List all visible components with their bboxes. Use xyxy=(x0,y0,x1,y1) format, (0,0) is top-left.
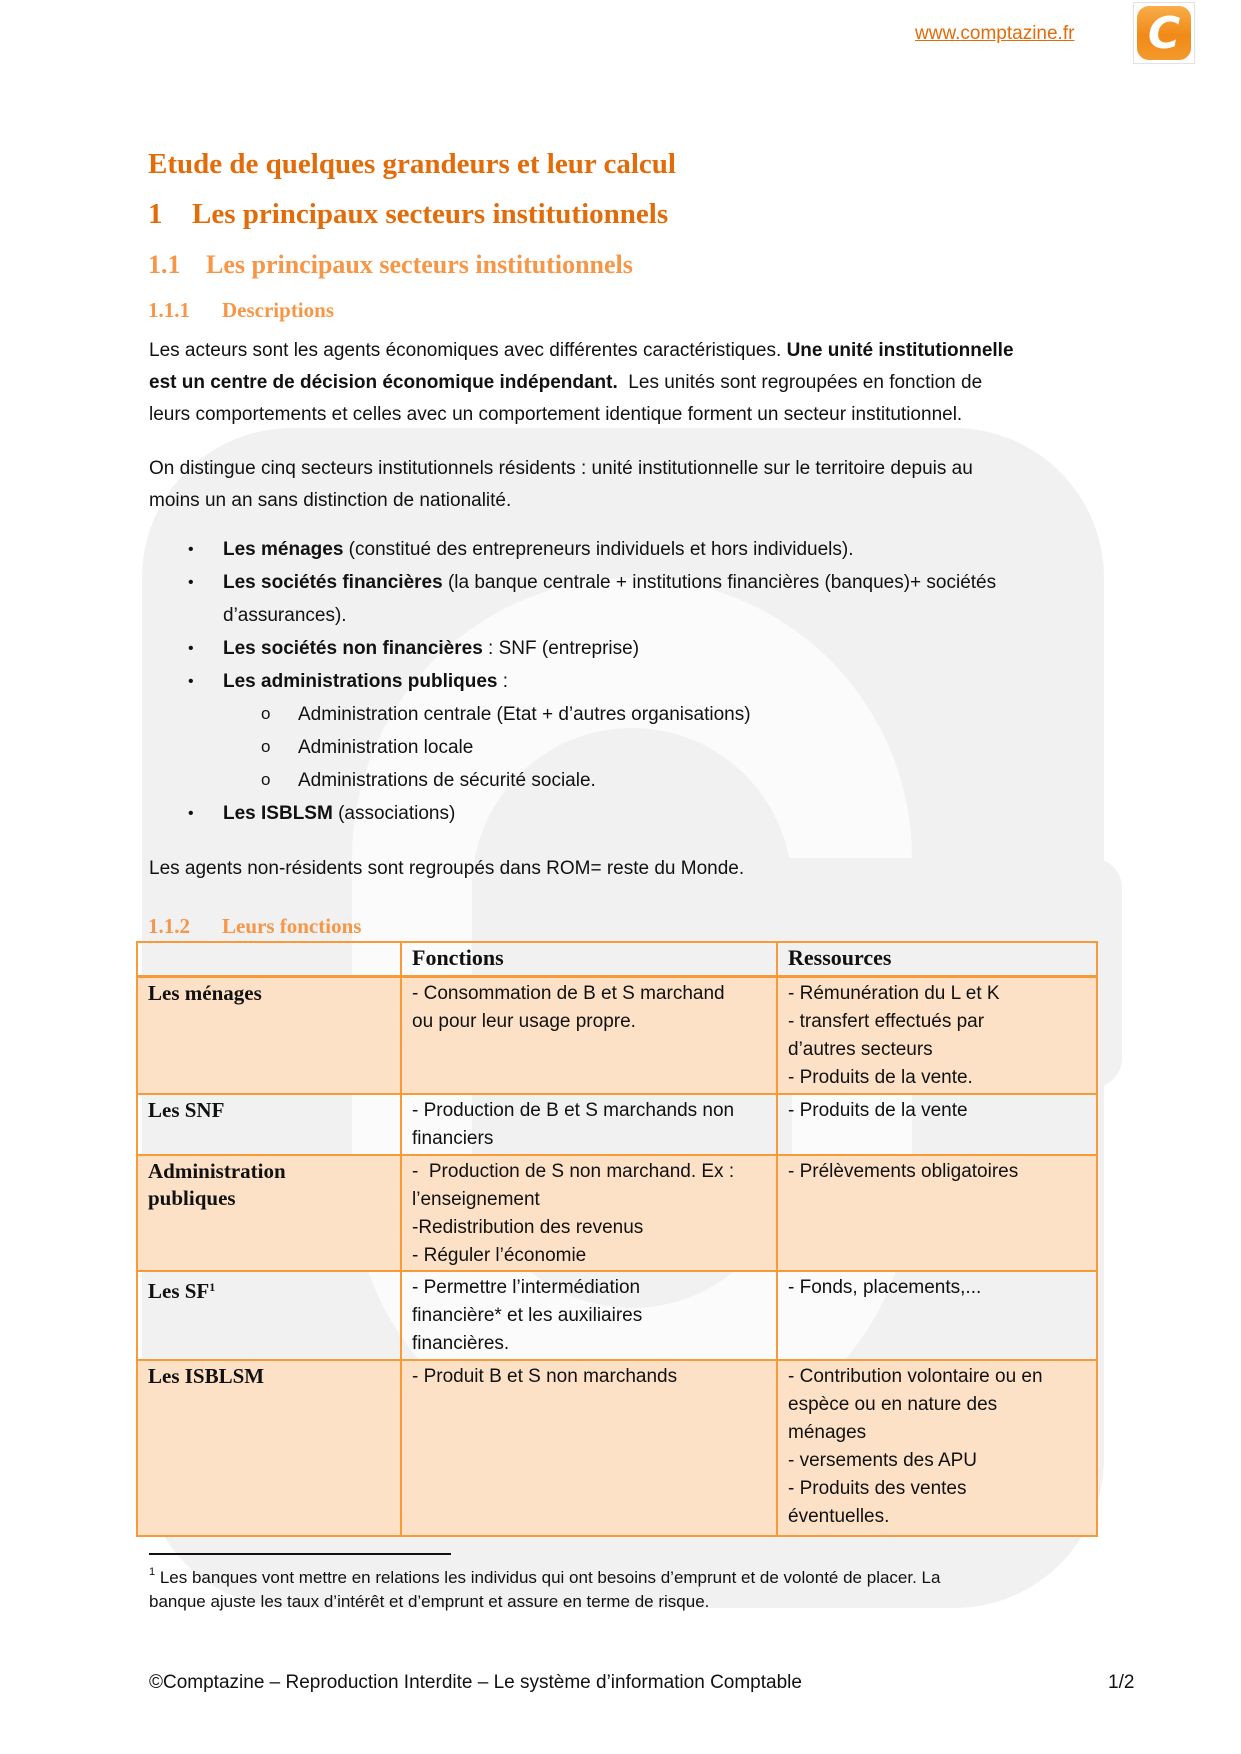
heading-descriptions xyxy=(148,298,334,323)
list-item-bold: Les sociétés non financières xyxy=(223,638,483,659)
cell-line: - Production de B et S marchands non xyxy=(412,1100,735,1121)
intro-bold-text: est un centre de décision économique indépendant. xyxy=(149,372,618,393)
cell-line: - Production de S non marchand. Ex : xyxy=(412,1161,735,1182)
heading-fonctions-number: 1.1.2 xyxy=(148,914,190,938)
cell-line: éventuelles. xyxy=(788,1506,890,1527)
row-label: Les SNF xyxy=(137,1094,401,1155)
bullet-icon: • xyxy=(188,541,194,558)
rom-text: Les agents non-résidents sont regroupés dans ROM= reste du Monde. xyxy=(149,858,745,879)
list-item xyxy=(223,638,639,660)
fonctions-cell xyxy=(401,1360,777,1536)
cell-line: - Fonds, placements,... xyxy=(788,1277,982,1298)
list-item-bold: Les ISBLSM xyxy=(223,803,333,824)
page-footer: ©Comptazine – Reproduction Interdite – Le système d’information Comptable xyxy=(149,1672,802,1693)
bullet-icon: • xyxy=(188,574,194,591)
sub-list-item: Administrations de sécurité sociale. xyxy=(298,770,596,791)
intro-line-1 xyxy=(149,340,1014,362)
intro-text: Les acteurs sont les agents économiques avec différentes caractéristiques. xyxy=(149,340,787,361)
cell-line: - Produit B et S non marchands xyxy=(412,1366,678,1387)
fonctions-cell xyxy=(401,1094,777,1155)
intro-line-2 xyxy=(149,372,982,394)
row-label xyxy=(137,1271,401,1360)
heading-1 xyxy=(148,198,668,231)
heading-1-1-number: 1.1 xyxy=(148,250,181,279)
cell-line: espèce ou en nature des xyxy=(788,1394,998,1415)
cell-line: - Contribution volontaire ou en xyxy=(788,1366,1043,1387)
row-label-line: publiques xyxy=(148,1186,236,1210)
list-item-text: (la banque centrale + institutions financières (banques)+ sociétés xyxy=(442,572,997,593)
list-item-text: : SNF (entreprise) xyxy=(482,638,640,659)
row-label: Les ménages xyxy=(137,977,401,1095)
heading-1-text: Les principaux secteurs institutionnels xyxy=(192,198,669,230)
row-label-line: Administration xyxy=(148,1159,286,1183)
table-row xyxy=(137,1155,1097,1271)
table-header-cell: Ressources xyxy=(777,942,1097,977)
cell-line: - Produits de la vente xyxy=(788,1100,968,1121)
cell-line: financière* et les auxiliaires xyxy=(412,1305,643,1326)
table-header-row xyxy=(137,942,1097,977)
para2-line-1: On distingue cinq secteurs institutionnels résidents : unité institutionnelle sur le territoire depuis au xyxy=(149,458,973,479)
list-item xyxy=(223,803,455,825)
list-item-bold: Les administrations publiques xyxy=(223,671,498,692)
list-item-bold: Les ménages xyxy=(223,539,344,560)
table-row xyxy=(137,1271,1097,1360)
table-row xyxy=(137,1094,1097,1155)
cell-line: - versements des APU xyxy=(788,1450,978,1471)
cell-line: - Prélèvements obligatoires xyxy=(788,1161,1019,1182)
footnote-reference[interactable]: 1 xyxy=(209,1280,216,1294)
logo-background xyxy=(1137,6,1191,60)
cell-line: l’enseignement xyxy=(412,1189,540,1210)
ressources-cell xyxy=(777,1271,1097,1360)
cell-line: financières. xyxy=(412,1333,510,1354)
table-row xyxy=(137,977,1097,1095)
heading-1-1 xyxy=(148,250,633,280)
functions-table xyxy=(136,941,1098,1537)
cell-line: - Permettre l’intermédiation xyxy=(412,1277,641,1298)
bullet-icon: • xyxy=(188,640,194,657)
cell-line: financiers xyxy=(412,1128,494,1149)
list-item-bold: Les sociétés financières xyxy=(223,572,443,593)
cell-line: -Redistribution des revenus xyxy=(412,1217,644,1238)
table-header-cell: Fonctions xyxy=(401,942,777,977)
heading-1-number: 1 xyxy=(148,198,163,230)
cell-line: - Réguler l’économie xyxy=(412,1245,587,1266)
sub-list-item: Administration centrale (Etat + d’autres organisations) xyxy=(298,704,751,725)
heading-descriptions-number: 1.1.1 xyxy=(148,298,190,322)
row-label-text: Les SF xyxy=(148,1279,210,1303)
heading-fonctions xyxy=(148,914,361,939)
heading-1-1-text: Les principaux secteurs institutionnels xyxy=(206,250,633,279)
footnote-line-2: banque ajuste les taux d’intérêt et d’emprunt et assure en terme de risque. xyxy=(149,1592,710,1611)
table-row xyxy=(137,1360,1097,1536)
comptazine-logo-icon xyxy=(1133,2,1195,64)
cell-line: - Produits des ventes xyxy=(788,1478,967,1499)
list-item-text: (associations) xyxy=(332,803,456,824)
heading-fonctions-text: Leurs fonctions xyxy=(222,914,362,938)
cell-line: d’autres secteurs xyxy=(788,1039,933,1060)
footnote-text: Les banques vont mettre en relations les individus qui ont besoins d’emprunt et de volonté de placer. La xyxy=(155,1568,941,1587)
list-item-text: (constitué des entrepreneurs individuels et hors individuels). xyxy=(343,539,854,560)
row-label xyxy=(137,1155,401,1271)
circle-bullet-icon: o xyxy=(261,737,271,756)
ressources-cell xyxy=(777,1155,1097,1271)
ressources-cell xyxy=(777,977,1097,1095)
cell-line: ménages xyxy=(788,1422,867,1443)
site-url-link[interactable]: www.comptazine.fr xyxy=(915,23,1075,44)
intro-text: Les unités sont regroupées en fonction de xyxy=(617,372,983,393)
list-item-text: : xyxy=(497,671,509,692)
intro-line-3: leurs comportements et celles avec un comportement identique forment un secteur institutionnel. xyxy=(149,404,963,425)
footnote-separator xyxy=(149,1553,451,1555)
fonctions-cell xyxy=(401,1271,777,1360)
intro-bold-text: Une unité institutionnelle xyxy=(786,340,1014,361)
footnote-marker: 1 xyxy=(149,1566,156,1578)
cell-line: - Produits de la vente. xyxy=(788,1067,973,1088)
logo-letter: C xyxy=(1147,8,1181,59)
circle-bullet-icon: o xyxy=(261,704,271,723)
list-item xyxy=(223,671,508,693)
cell-line: - Consommation de B et S marchand xyxy=(412,983,725,1004)
list-item xyxy=(223,539,854,561)
fonctions-cell xyxy=(401,1155,777,1271)
list-item-continuation: d’assurances). xyxy=(223,605,347,626)
document-title: Etude de quelques grandeurs et leur calcul xyxy=(148,148,676,180)
ressources-cell xyxy=(777,1094,1097,1155)
footnote-line-1 xyxy=(149,1566,940,1588)
cell-line: ou pour leur usage propre. xyxy=(412,1011,636,1032)
para2-line-2: moins un an sans distinction de nationalité. xyxy=(149,490,512,511)
bullet-icon: • xyxy=(188,805,194,822)
sub-list-item: Administration locale xyxy=(298,737,474,758)
heading-descriptions-text: Descriptions xyxy=(222,298,334,322)
cell-line: - transfert effectués par xyxy=(788,1011,985,1032)
cell-line: - Rémunération du L et K xyxy=(788,983,1000,1004)
ressources-cell xyxy=(777,1360,1097,1536)
page-number: 1/2 xyxy=(1108,1672,1135,1693)
bullet-icon: • xyxy=(188,673,194,690)
circle-bullet-icon: o xyxy=(261,770,271,789)
list-item xyxy=(223,572,996,594)
table-header-cell xyxy=(137,942,401,977)
fonctions-cell xyxy=(401,977,777,1095)
row-label: Les ISBLSM xyxy=(137,1360,401,1536)
